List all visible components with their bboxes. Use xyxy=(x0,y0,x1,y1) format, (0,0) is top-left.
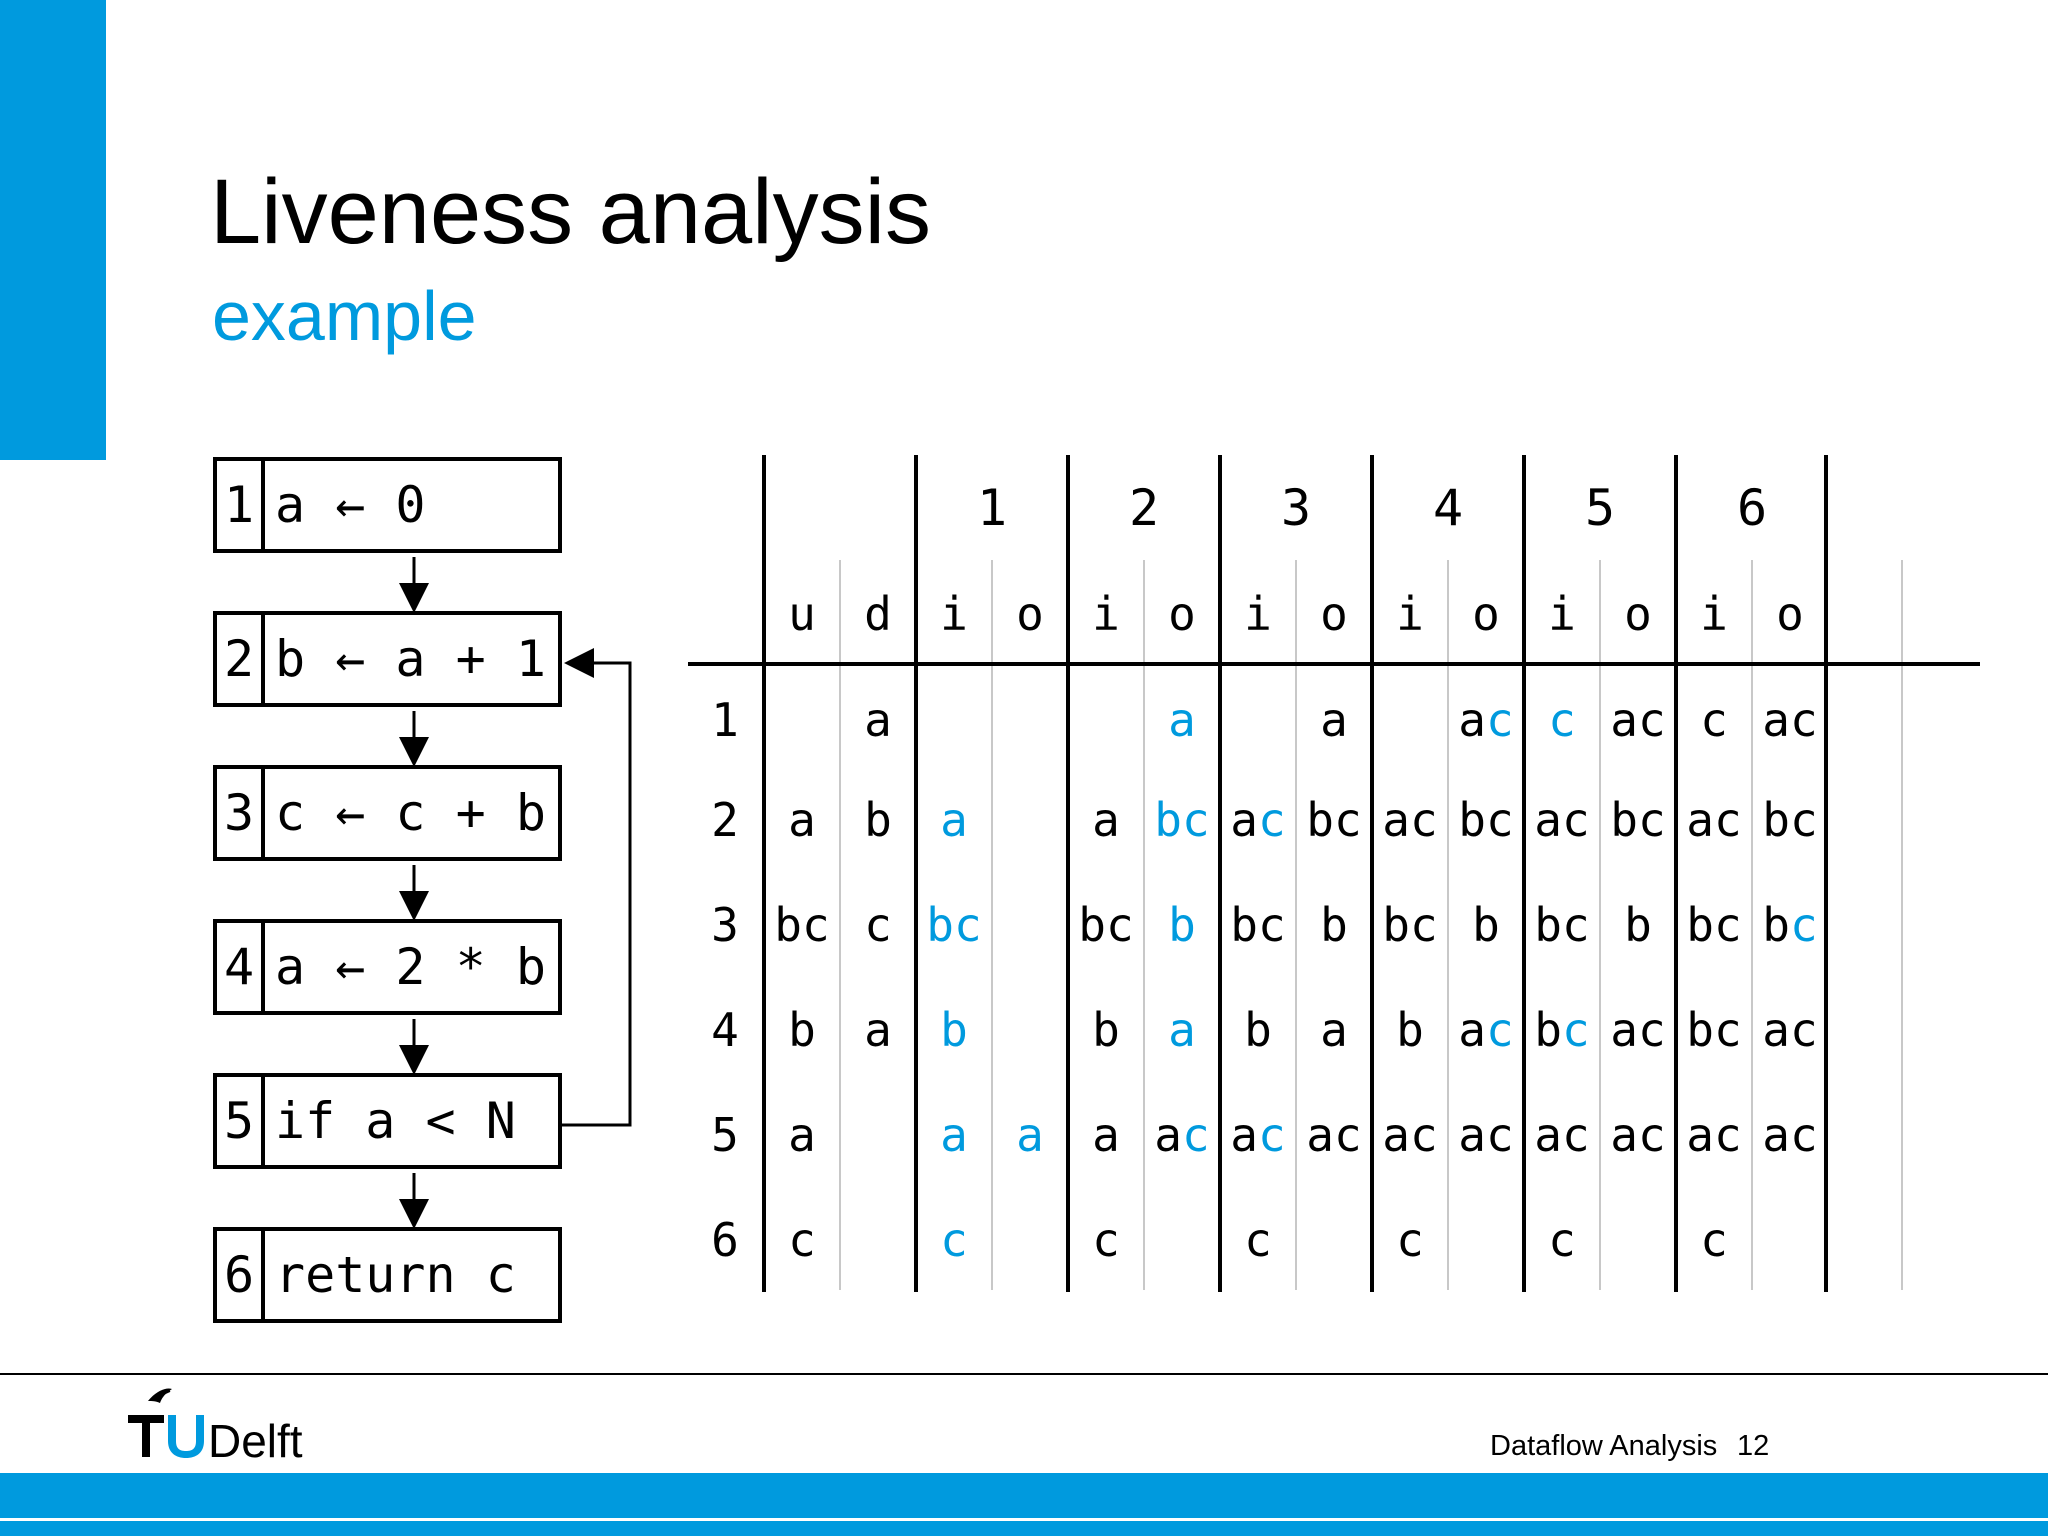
table-cell: c xyxy=(1244,1213,1272,1267)
table-cell: ac xyxy=(1382,793,1438,847)
table-cell: b xyxy=(1396,1003,1424,1057)
table-cell: bc xyxy=(1154,793,1210,847)
table-cell: c xyxy=(1700,693,1728,747)
table-cell: a xyxy=(1168,1003,1196,1057)
column-header: u xyxy=(788,587,816,641)
table-cell: a xyxy=(864,693,892,747)
table-cell: c xyxy=(940,1213,968,1267)
table-cell: bc xyxy=(1382,898,1438,952)
column-header: i xyxy=(1700,587,1728,641)
table-cell: a xyxy=(788,793,816,847)
iteration-header: 4 xyxy=(1432,479,1464,537)
cfg-node-code: c ← c + b xyxy=(275,784,546,842)
table-cell: b xyxy=(788,1003,816,1057)
column-header: i xyxy=(1244,587,1272,641)
column-header: o xyxy=(1320,587,1348,641)
table-cell: bc xyxy=(774,898,830,952)
table-cell: c xyxy=(1700,1213,1728,1267)
column-header: i xyxy=(1396,587,1424,641)
column-header: i xyxy=(1092,587,1120,641)
column-header: d xyxy=(864,587,892,641)
table-cell: b xyxy=(1092,1003,1120,1057)
table-cell: a xyxy=(1016,1108,1044,1162)
table-cell: ac xyxy=(1230,1108,1286,1162)
cfg-node-number: 5 xyxy=(217,1077,265,1165)
table-cell: ac xyxy=(1762,1003,1818,1057)
table-cell: ac xyxy=(1610,1108,1666,1162)
table-cell: c xyxy=(1396,1213,1424,1267)
table-cell: ac xyxy=(1686,1108,1742,1162)
row-label: 2 xyxy=(711,793,739,847)
table-cell: bc xyxy=(1230,898,1286,952)
table-cell: bc xyxy=(1078,898,1134,952)
cfg-node-code: b ← a + 1 xyxy=(275,630,546,688)
table-cell: b xyxy=(1472,898,1500,952)
iteration-header: 2 xyxy=(1128,479,1160,537)
column-header: o xyxy=(1016,587,1044,641)
table-cell: ac xyxy=(1154,1108,1210,1162)
table-cell: c xyxy=(788,1213,816,1267)
table-cell: a xyxy=(1320,693,1348,747)
table-cell: ac xyxy=(1458,693,1514,747)
table-cell: ac xyxy=(1762,1108,1818,1162)
row-label: 5 xyxy=(711,1108,739,1162)
cfg-node-code: if a < N xyxy=(275,1092,516,1150)
table-cell: bc xyxy=(1534,898,1590,952)
row-label: 3 xyxy=(711,898,739,952)
table-cell: ac xyxy=(1382,1108,1438,1162)
footer-title: Dataflow Analysis xyxy=(1490,1430,1718,1462)
row-label: 1 xyxy=(711,693,739,747)
cfg-node-code: return c xyxy=(275,1246,516,1304)
bottom-brand-line xyxy=(0,1518,2048,1521)
column-header: o xyxy=(1168,587,1196,641)
table-cell: ac xyxy=(1306,1108,1362,1162)
table-cell: a xyxy=(1092,1108,1120,1162)
table-cell: bc xyxy=(1306,793,1362,847)
table-cell: c xyxy=(1548,1213,1576,1267)
table-cell: a xyxy=(940,793,968,847)
tudelft-logo xyxy=(126,1385,326,1465)
table-cell: bc xyxy=(1458,793,1514,847)
table-cell: bc xyxy=(1686,898,1742,952)
cfg-node-number: 3 xyxy=(217,769,265,857)
table-cell: b xyxy=(1168,898,1196,952)
iteration-header: 3 xyxy=(1280,479,1312,537)
table-cell: ac xyxy=(1458,1003,1514,1057)
table-cell: b xyxy=(1624,898,1652,952)
cfg-node-number: 4 xyxy=(217,923,265,1011)
table-cell: b xyxy=(864,793,892,847)
table-cell: b xyxy=(940,1003,968,1057)
table-cell: ac xyxy=(1762,693,1818,747)
slide-title: Liveness analysis xyxy=(210,161,932,263)
table-cell: ac xyxy=(1686,793,1742,847)
table-cell: ac xyxy=(1610,693,1666,747)
table-cell: ac xyxy=(1230,793,1286,847)
table-cell: a xyxy=(788,1108,816,1162)
table-cell: ac xyxy=(1534,793,1590,847)
cfg-node-code: a ← 0 xyxy=(275,476,426,534)
column-header: i xyxy=(1548,587,1576,641)
column-header: o xyxy=(1472,587,1500,641)
table-cell: bc xyxy=(1762,898,1818,952)
table-cell: ac xyxy=(1458,1108,1514,1162)
cfg-node-number: 2 xyxy=(217,615,265,703)
bottom-brand-bar xyxy=(0,1473,2048,1536)
table-cell: b xyxy=(1320,898,1348,952)
table-cell: ac xyxy=(1610,1003,1666,1057)
table-cell: bc xyxy=(1610,793,1666,847)
slide-subtitle: example xyxy=(212,277,477,355)
column-header: o xyxy=(1776,587,1804,641)
column-header: o xyxy=(1624,587,1652,641)
iteration-header: 1 xyxy=(976,479,1008,537)
table-cell: c xyxy=(864,898,892,952)
page-number: 12 xyxy=(1737,1430,1770,1462)
cfg-node-code: a ← 2 * b xyxy=(275,938,546,996)
table-cell: a xyxy=(940,1108,968,1162)
table-cell: a xyxy=(1168,693,1196,747)
iteration-header: 5 xyxy=(1584,479,1616,537)
table-cell: bc xyxy=(926,898,982,952)
row-label: 6 xyxy=(711,1213,739,1267)
footer-divider xyxy=(0,1373,2048,1375)
table-cell: a xyxy=(864,1003,892,1057)
table-cell: a xyxy=(1092,793,1120,847)
table-cell: b xyxy=(1244,1003,1272,1057)
iteration-header: 6 xyxy=(1736,479,1768,537)
cfg-node-number: 6 xyxy=(217,1231,265,1319)
svg-text:Delft: Delft xyxy=(208,1415,303,1465)
table-cell: c xyxy=(1548,693,1576,747)
table-cell: c xyxy=(1092,1213,1120,1267)
table-cell: bc xyxy=(1534,1003,1590,1057)
row-label: 4 xyxy=(711,1003,739,1057)
table-cell: bc xyxy=(1686,1003,1742,1057)
table-cell: a xyxy=(1320,1003,1348,1057)
table-cell: bc xyxy=(1762,793,1818,847)
column-header: i xyxy=(940,587,968,641)
table-cell: ac xyxy=(1534,1108,1590,1162)
cfg-node-number: 1 xyxy=(217,461,265,549)
